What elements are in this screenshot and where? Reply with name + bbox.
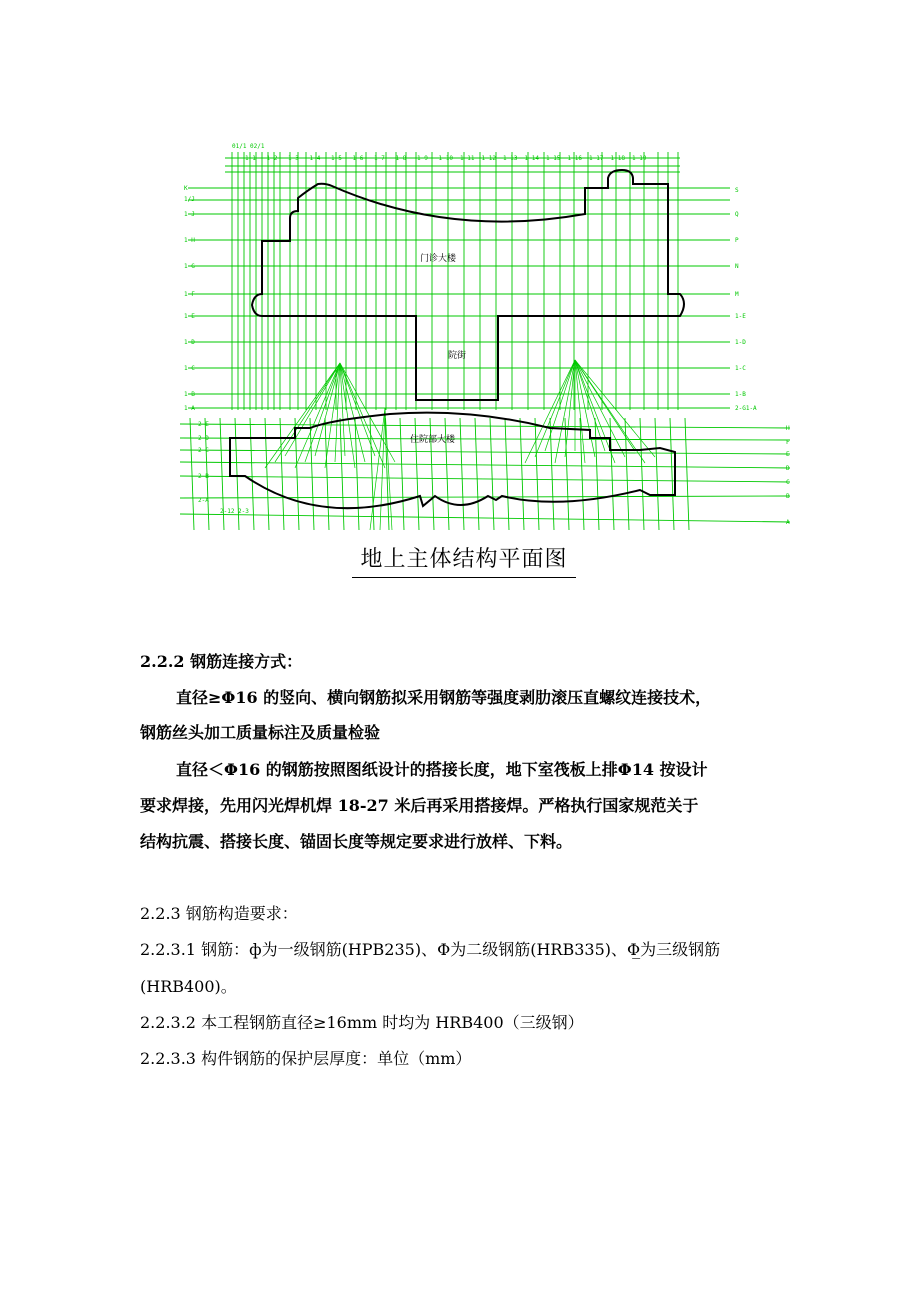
top-axis-label: 1-8 xyxy=(395,155,407,162)
outpatient-building-outline xyxy=(252,170,684,400)
grid-line xyxy=(180,450,790,454)
right-axis-label: 1-B xyxy=(735,391,746,398)
grid-line xyxy=(640,418,644,530)
grid-horizontal-lines xyxy=(180,158,790,522)
left-axis-label: 1-J xyxy=(184,211,195,218)
figure-caption: 地上主体结构平面图 xyxy=(352,542,576,578)
top-axis-label: 1-7 xyxy=(374,155,385,162)
radial-line xyxy=(535,360,575,457)
radial-line xyxy=(340,363,355,468)
grid-line xyxy=(340,418,344,530)
bottom-axis-label: 2-12 2-3 xyxy=(220,508,249,515)
top-axis-label: 1-9 xyxy=(417,155,428,162)
top-axis-label: 1-11 xyxy=(460,155,475,162)
hrb400-symbol: Φ̲ xyxy=(627,940,641,959)
left-axis-label: 2-C xyxy=(198,447,209,454)
grid-line xyxy=(265,418,269,530)
grid-line xyxy=(460,418,464,530)
right-axis-label: E xyxy=(786,451,790,458)
paragraph-line: 钢筋丝头加工质量标注及质量检验 xyxy=(140,723,381,742)
left-axis-label: 2-E xyxy=(198,421,209,428)
grid-vertical-lines xyxy=(190,152,689,530)
left-axis-labels xyxy=(184,185,195,412)
street-label: 院街 xyxy=(448,351,467,361)
item-2-2-3-3: 2.2.3.3 构件钢筋的保护层厚度：单位（mm） xyxy=(140,1049,472,1068)
grid-line xyxy=(310,418,314,530)
radial-line xyxy=(525,360,575,463)
left-axis-label: 1-H xyxy=(184,237,195,244)
grid-line xyxy=(490,418,494,530)
left-axis-label: 1-A xyxy=(184,405,195,412)
grid-line xyxy=(655,418,659,530)
left-axis-label: 1-B xyxy=(184,391,195,398)
right-axis-label: 1-C xyxy=(735,365,746,372)
top-axis-label: 1-16 xyxy=(567,155,582,162)
left-axis-label: 1-F xyxy=(184,291,195,298)
right-axis-label: P xyxy=(735,237,739,244)
left-axis-label: 2-B xyxy=(198,473,209,480)
radial-line xyxy=(265,363,340,468)
right-axis-label: B xyxy=(786,493,790,500)
top-axis-label: 1-1 xyxy=(245,155,256,162)
top-axis-label: 1-12 xyxy=(481,155,496,162)
radial-line xyxy=(325,363,340,468)
grid-line xyxy=(475,418,479,530)
section-heading-2-2-3: 2.2.3 钢筋构造要求： xyxy=(140,904,298,923)
top-axis-label: 1-14 xyxy=(524,155,539,162)
radial-line xyxy=(305,363,340,462)
right-axis-label: D xyxy=(786,465,790,472)
item-2-2-3-1-line2: (HRB400)。 xyxy=(140,977,237,996)
corner-axis-label: 01/1 02/1 xyxy=(232,143,265,150)
top-axis-label: 1-10 xyxy=(438,155,453,162)
paragraph-line: 直径＜Φ16 的钢筋按照图纸设计的搭接长度，地下室筏板上排Φ14 按设计 xyxy=(176,760,708,779)
grid-line xyxy=(385,418,389,530)
item-text-end: 为三级钢筋 xyxy=(640,940,721,959)
top-axis-label: 1-6 xyxy=(352,155,364,162)
right-axis-label: S xyxy=(735,187,739,194)
top-axis-label: 1-2 xyxy=(266,155,278,162)
inpatient-label: 住院部大楼 xyxy=(410,435,456,445)
right-axis-label: Q xyxy=(735,211,739,218)
right-axis-label: M xyxy=(735,291,739,298)
radial-line xyxy=(340,363,395,462)
radial-line xyxy=(275,363,340,462)
top-axis-label: 1-15 xyxy=(546,155,561,162)
radial-line xyxy=(285,363,340,456)
grid-line xyxy=(180,462,790,468)
grid-line xyxy=(400,418,404,530)
left-axis-label: 1-G xyxy=(184,263,195,270)
outpatient-label: 门诊大楼 xyxy=(420,254,457,264)
right-axis-label: 1-E xyxy=(735,313,746,320)
top-axis-label: 1-17 xyxy=(589,155,604,162)
top-axis-label: 1-18 xyxy=(610,155,625,162)
paragraph-line: 直径≥Φ16 的竖向、横向钢筋拟采用钢筋等强度剥肋滚压直螺纹连接技术， xyxy=(176,688,712,707)
radial-line xyxy=(575,360,655,457)
left-axis-label: 1-E xyxy=(184,313,195,320)
top-axis-labels xyxy=(245,155,647,162)
grid-line xyxy=(250,418,254,530)
radial-line xyxy=(575,360,625,457)
top-axis-label: 1-3 xyxy=(288,155,299,162)
grid-line xyxy=(505,418,509,530)
item-2-2-3-2: 2.2.3.2 本工程钢筋直径≥16mm 时均为 HRB400（三级钢） xyxy=(140,1013,584,1032)
grid-line xyxy=(180,514,790,522)
top-axis-label: 1-5 xyxy=(331,155,342,162)
right-axis-label: A xyxy=(786,519,790,526)
right-axis-labels-lower xyxy=(786,425,790,526)
right-axis-label: C xyxy=(786,479,790,486)
paragraph-line: 要求焊接，先用闪光焊机焊 18-27 米后再采用搭接焊。严格执行国家规范关于 xyxy=(140,796,699,815)
top-axis-label: 1-19 xyxy=(632,155,647,162)
grid-line xyxy=(595,418,599,530)
right-axis-label: 1-D xyxy=(735,339,746,346)
structural-plan-drawing xyxy=(170,138,795,538)
right-axis-labels xyxy=(735,187,757,412)
right-axis-label: F xyxy=(786,439,790,446)
left-axis-label: 2-D xyxy=(198,435,209,442)
right-axis-label: N xyxy=(735,263,739,270)
left-axis-label: 1/J xyxy=(184,196,195,203)
grid-line xyxy=(670,418,674,530)
grid-line xyxy=(520,418,524,530)
grid-line xyxy=(280,418,284,530)
section-heading-2-2-2: 2.2.2 钢筋连接方式： xyxy=(140,652,303,671)
right-axis-label: H xyxy=(786,425,790,432)
grid-line xyxy=(685,418,689,530)
top-axis-label: 1-4 xyxy=(309,155,321,162)
right-axis-label: 2-G1-A xyxy=(735,405,757,412)
top-axis-label: 1-13 xyxy=(503,155,518,162)
grid-line xyxy=(190,418,194,530)
grid-line xyxy=(180,424,790,428)
item-text: 2.2.3.1 钢筋：ф为一级钢筋(HPB235)、Φ为二级钢筋(HRB335)、 xyxy=(140,940,627,959)
left-axis-label: K xyxy=(184,185,188,192)
paragraph-line: 结构抗震、搭接长度、锚固长度等规定要求进行放样、下料。 xyxy=(140,832,573,851)
radial-line xyxy=(340,363,375,456)
grid-line xyxy=(180,476,790,482)
left-axis-label: 2-A xyxy=(198,497,209,504)
radial-line xyxy=(295,363,340,468)
item-2-2-3-1-line xyxy=(140,940,720,960)
left-axis-label: 1-D xyxy=(184,339,195,346)
left-axis-label: 1-C xyxy=(184,365,195,372)
grid-line xyxy=(325,418,329,530)
